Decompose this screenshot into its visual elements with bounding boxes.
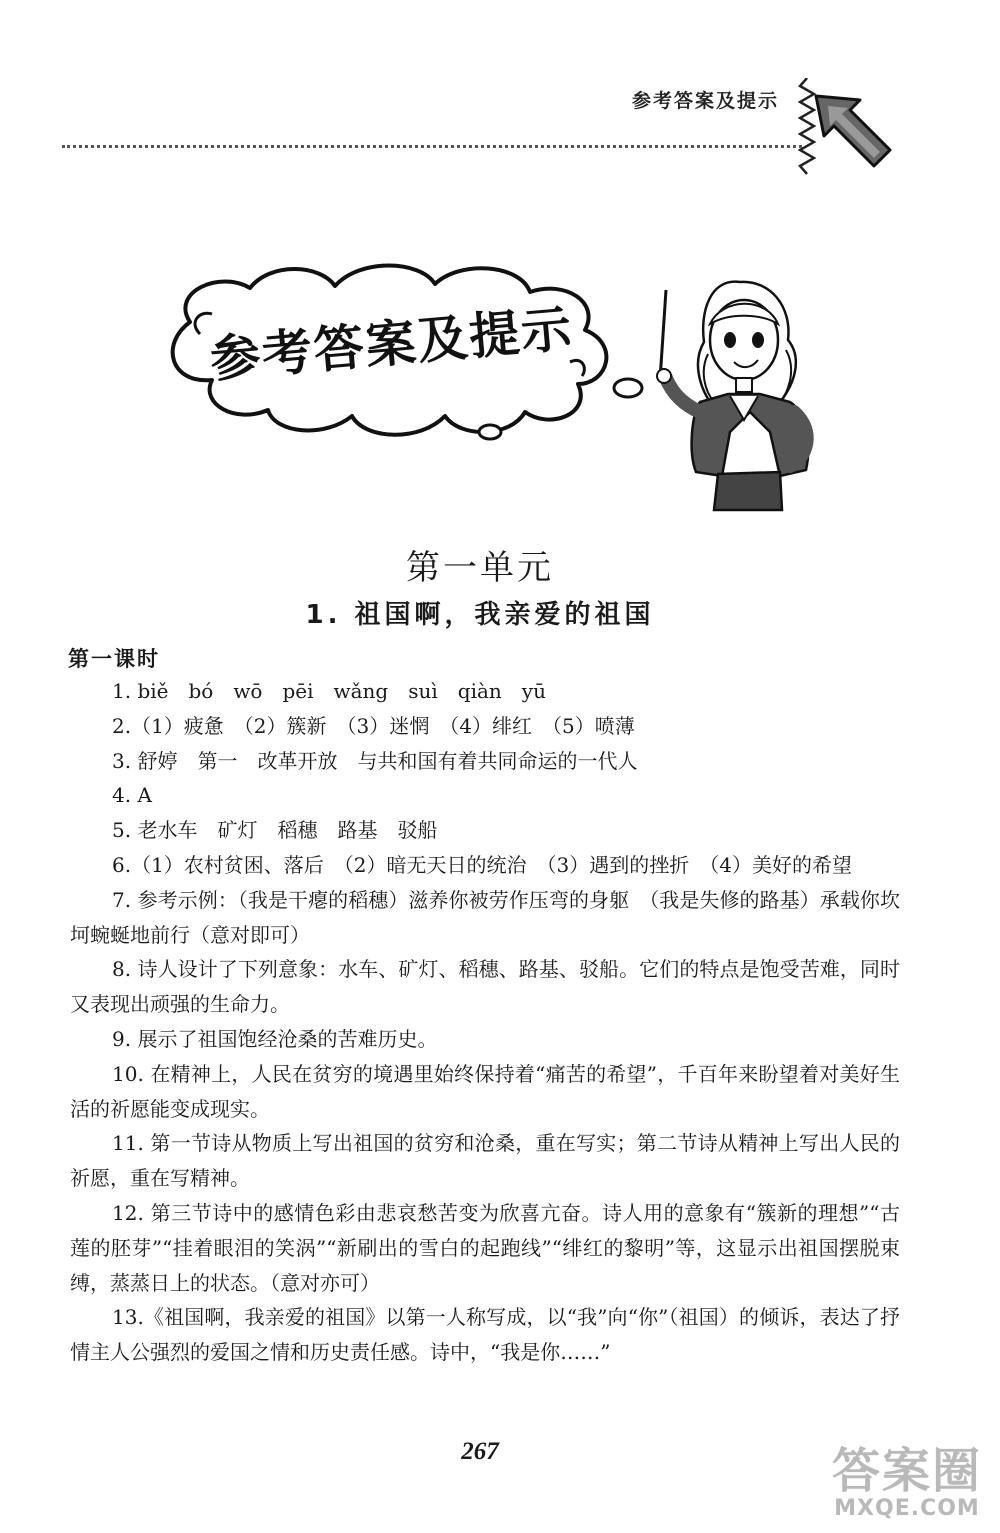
answer-item: 10. 在精神上，人民在贫穷的境遇里始终保持着“痛苦的希望”，千百年来盼望着对美好生活的祈愿能变成现实。	[70, 1061, 900, 1121]
running-header-title: 参考答案及提示	[632, 90, 780, 112]
section-title: 第一课时	[68, 647, 160, 671]
answer-item: 2.（1）疲惫 （2）簇新 （3）迷惘 （4）绯红 （5）喷薄	[112, 713, 635, 738]
answer-item: 11. 第一节诗从物质上写出祖国的贫穷和沧桑，重在写实；第二节诗从精神上写出人民的祈愿，重在写精神。	[70, 1131, 900, 1191]
watermark-logo	[832, 1445, 982, 1521]
answer-list	[70, 674, 900, 1370]
answer-item: 4. A	[112, 783, 152, 808]
answer-item: 6.（1）农村贫困、落后 （2）暗无天日的统治 （3）遇到的挫折 （4）美好的希望	[112, 852, 852, 877]
answer-item: 8. 诗人设计了下列意象：水车、矿灯、稻穗、路基、驳船。它们的特点是饱受苦难，同时又表现出顽强的生命力。	[70, 957, 900, 1017]
answer-item: 12. 第三节诗中的感情色彩由悲哀愁苦变为欣喜亢奋。诗人用的意象有“簇新的理想”“古莲的胚芽”“挂着眼泪的笑涡”“新刷出的雪白的起跑线”“绯红的黎明”等，这显示出祖国摆脱束缚，蒸蒸日上的状态。（意对亦可）	[70, 1200, 900, 1295]
watermark-text: 答案圈	[831, 1443, 982, 1499]
answer-item: 13.《祖国啊，我亲爱的祖国》以第一人称写成，以“我”向“你”（祖国）的倾诉，表达了抒情主人公强烈的爱国之情和历史责任感。诗中，“我是你……”	[70, 1305, 900, 1365]
arrow-icon	[812, 92, 894, 174]
answer-item: 1. biě bó wō pēi wǎng suì qiàn yū	[112, 679, 546, 703]
answer-item: 7. 参考示例：（我是干瘪的稻穗）滋养你被劳作压弯的身躯 （我是失修的路基）承载你坎坷蜿蜒地前行（意对即可）	[70, 887, 900, 947]
teacher-cartoon-icon	[630, 262, 830, 522]
answer-item: 3. 舒婷 第一 改革开放 与共和国有着共同命运的一代人	[112, 748, 638, 773]
lesson-title: 1. 祖国啊，我亲爱的祖国	[305, 600, 655, 630]
answer-item: 5. 老水车 矿灯 稻穗 路基 驳船	[112, 818, 438, 843]
answer-item: 9. 展示了祖国饱经沧桑的苦难历史。	[112, 1026, 438, 1051]
unit-title: 第一单元	[406, 548, 554, 588]
header-dotted-rule	[62, 145, 802, 148]
page-number: 267	[461, 1438, 499, 1465]
banner-title: 参考答案及提示	[207, 299, 576, 389]
watermark-url: MXQE.COM	[834, 1496, 980, 1521]
